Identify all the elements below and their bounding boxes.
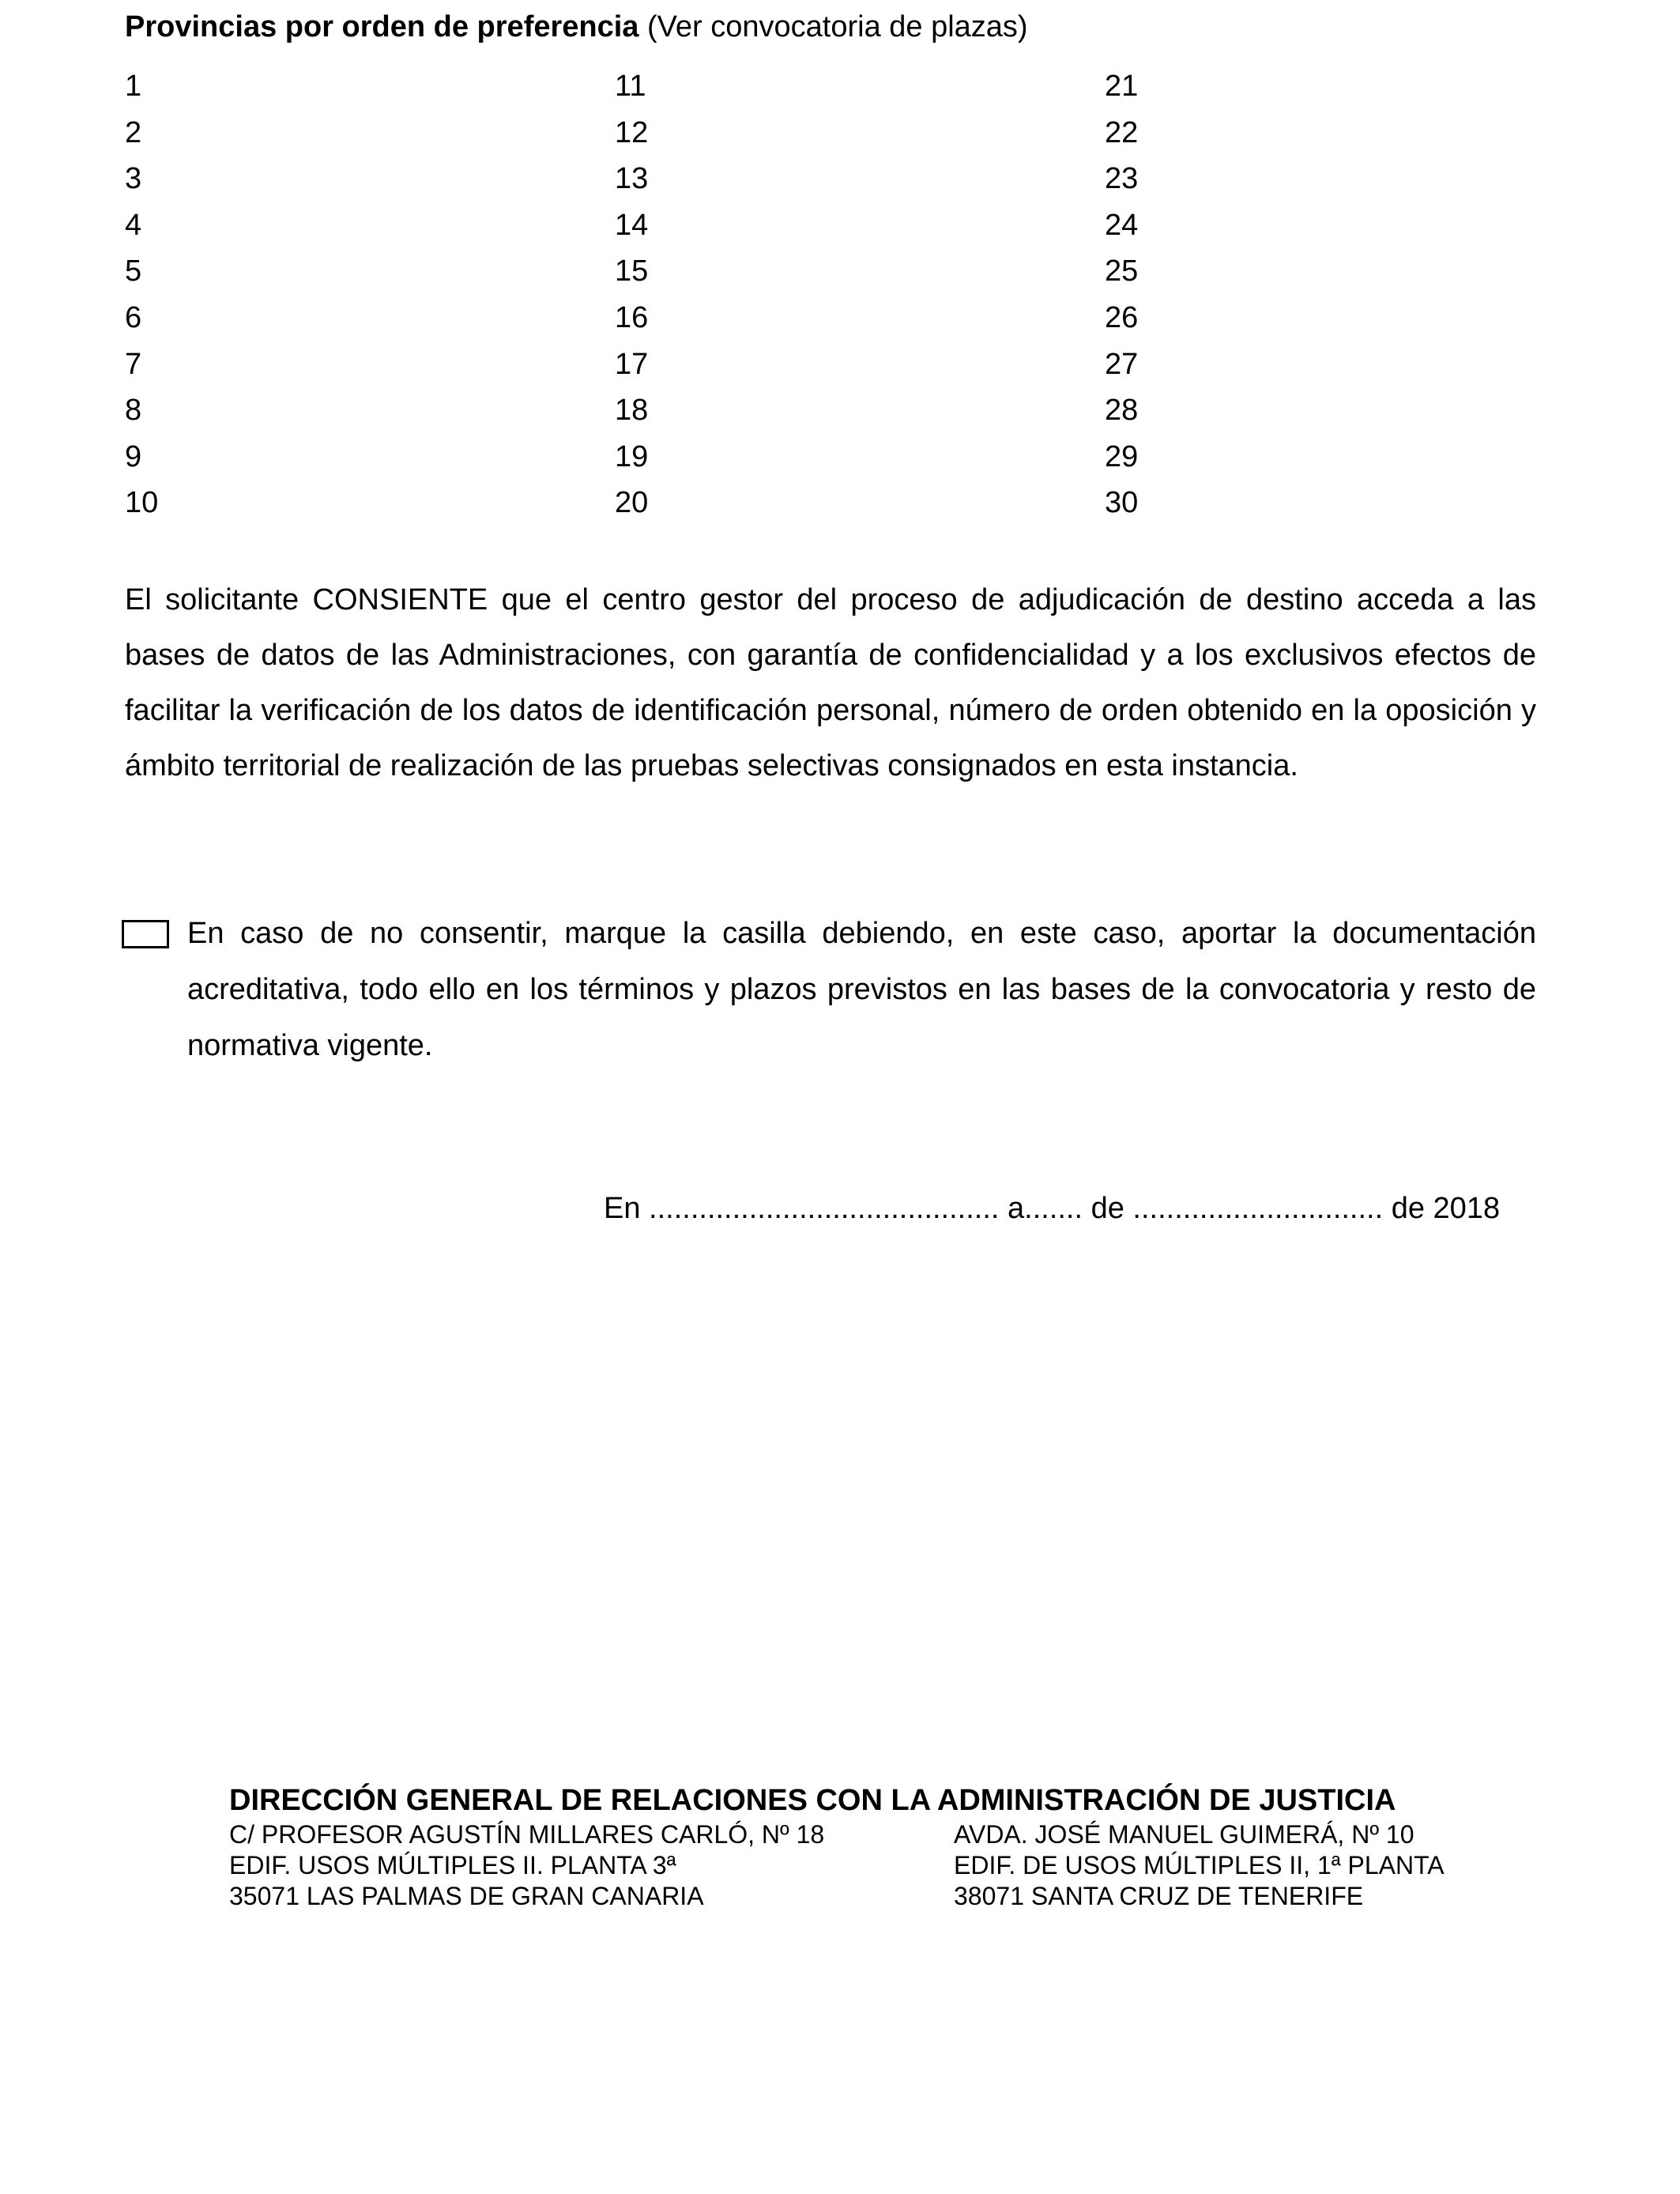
no-consent-paragraph: En caso de no consentir, marque la casilla debiendo, en este caso, aportar la documentación acreditativa, todo ello en los términos y plazos previstos en las bases de la convocatoria y resto de normativa vigente.: [187, 917, 1536, 1062]
province-slot-11[interactable]: 11: [615, 70, 646, 103]
province-slot-18[interactable]: 18: [615, 394, 649, 428]
province-slot-28[interactable]: 28: [1105, 394, 1139, 428]
provinces-heading-bold: Provincias por orden de preferencia: [125, 10, 639, 43]
province-slot-29[interactable]: 29: [1105, 439, 1139, 473]
province-slot-30[interactable]: 30: [1105, 486, 1139, 520]
province-slot-12[interactable]: 12: [615, 115, 649, 149]
province-slot-2[interactable]: 2: [125, 115, 142, 149]
provinces-column-1: [125, 63, 158, 526]
footer-title: DIRECCIÓN GENERAL DE RELACIONES CON LA ADMINISTRACIÓN DE JUSTICIA: [229, 1784, 1396, 1817]
no-consent-checkbox[interactable]: [122, 920, 169, 948]
provinces-column-3: [1105, 63, 1138, 526]
province-slot-21[interactable]: 21: [1105, 70, 1139, 103]
province-slot-27[interactable]: 27: [1105, 347, 1139, 381]
address-line: EDIF. USOS MÚLTIPLES II. PLANTA 3ª: [229, 1851, 676, 1879]
province-slot-7[interactable]: 7: [125, 347, 142, 381]
province-slot-19[interactable]: 19: [615, 439, 649, 473]
footer-address-tenerife: [954, 1819, 1445, 1912]
province-slot-8[interactable]: 8: [125, 394, 142, 428]
address-line: EDIF. DE USOS MÚLTIPLES II, 1ª PLANTA: [954, 1851, 1445, 1879]
province-slot-14[interactable]: 14: [615, 208, 649, 242]
province-slot-15[interactable]: 15: [615, 254, 649, 288]
province-slot-9[interactable]: 9: [125, 439, 142, 473]
province-slot-23[interactable]: 23: [1105, 162, 1139, 196]
province-slot-24[interactable]: 24: [1105, 208, 1139, 242]
province-slot-1[interactable]: 1: [125, 70, 142, 103]
province-slot-25[interactable]: 25: [1105, 254, 1139, 288]
province-slot-3[interactable]: 3: [125, 162, 142, 196]
province-slot-5[interactable]: 5: [125, 254, 142, 288]
footer-address-las-palmas: [229, 1819, 824, 1912]
address-line: 35071 LAS PALMAS DE GRAN CANARIA: [229, 1882, 704, 1910]
provinces-heading: [125, 9, 1028, 44]
province-slot-16[interactable]: 16: [615, 300, 649, 334]
province-slot-10[interactable]: 10: [125, 486, 159, 520]
provinces-heading-note: (Ver convocatoria de plazas): [638, 10, 1028, 43]
provinces-column-2: [615, 63, 648, 526]
address-line: 38071 SANTA CRUZ DE TENERIFE: [954, 1882, 1364, 1910]
province-slot-20[interactable]: 20: [615, 486, 649, 520]
province-slot-17[interactable]: 17: [615, 347, 649, 381]
date-line[interactable]: En .......................................... a....... de .............................. de 2018: [604, 1192, 1501, 1225]
consent-paragraph: El solicitante CONSIENTE que el centro gestor del proceso de adjudicación de destino acceda a las bases de datos de las Administraciones, con garantía de confidencialidad y a los exclusivos efectos de facilitar la verificación de los datos de identificación personal, número de orden obtenido en la oposición y ámbito territorial de realización de las pruebas selectivas consignados en esta instancia.: [125, 583, 1536, 782]
province-slot-26[interactable]: 26: [1105, 300, 1139, 334]
province-slot-6[interactable]: 6: [125, 300, 142, 334]
province-slot-4[interactable]: 4: [125, 208, 142, 242]
address-line: AVDA. JOSÉ MANUEL GUIMERÁ, Nº 10: [954, 1820, 1414, 1849]
province-slot-13[interactable]: 13: [615, 162, 649, 196]
province-slot-22[interactable]: 22: [1105, 115, 1139, 149]
address-line: C/ PROFESOR AGUSTÍN MILLARES CARLÓ, Nº 18: [229, 1820, 825, 1849]
